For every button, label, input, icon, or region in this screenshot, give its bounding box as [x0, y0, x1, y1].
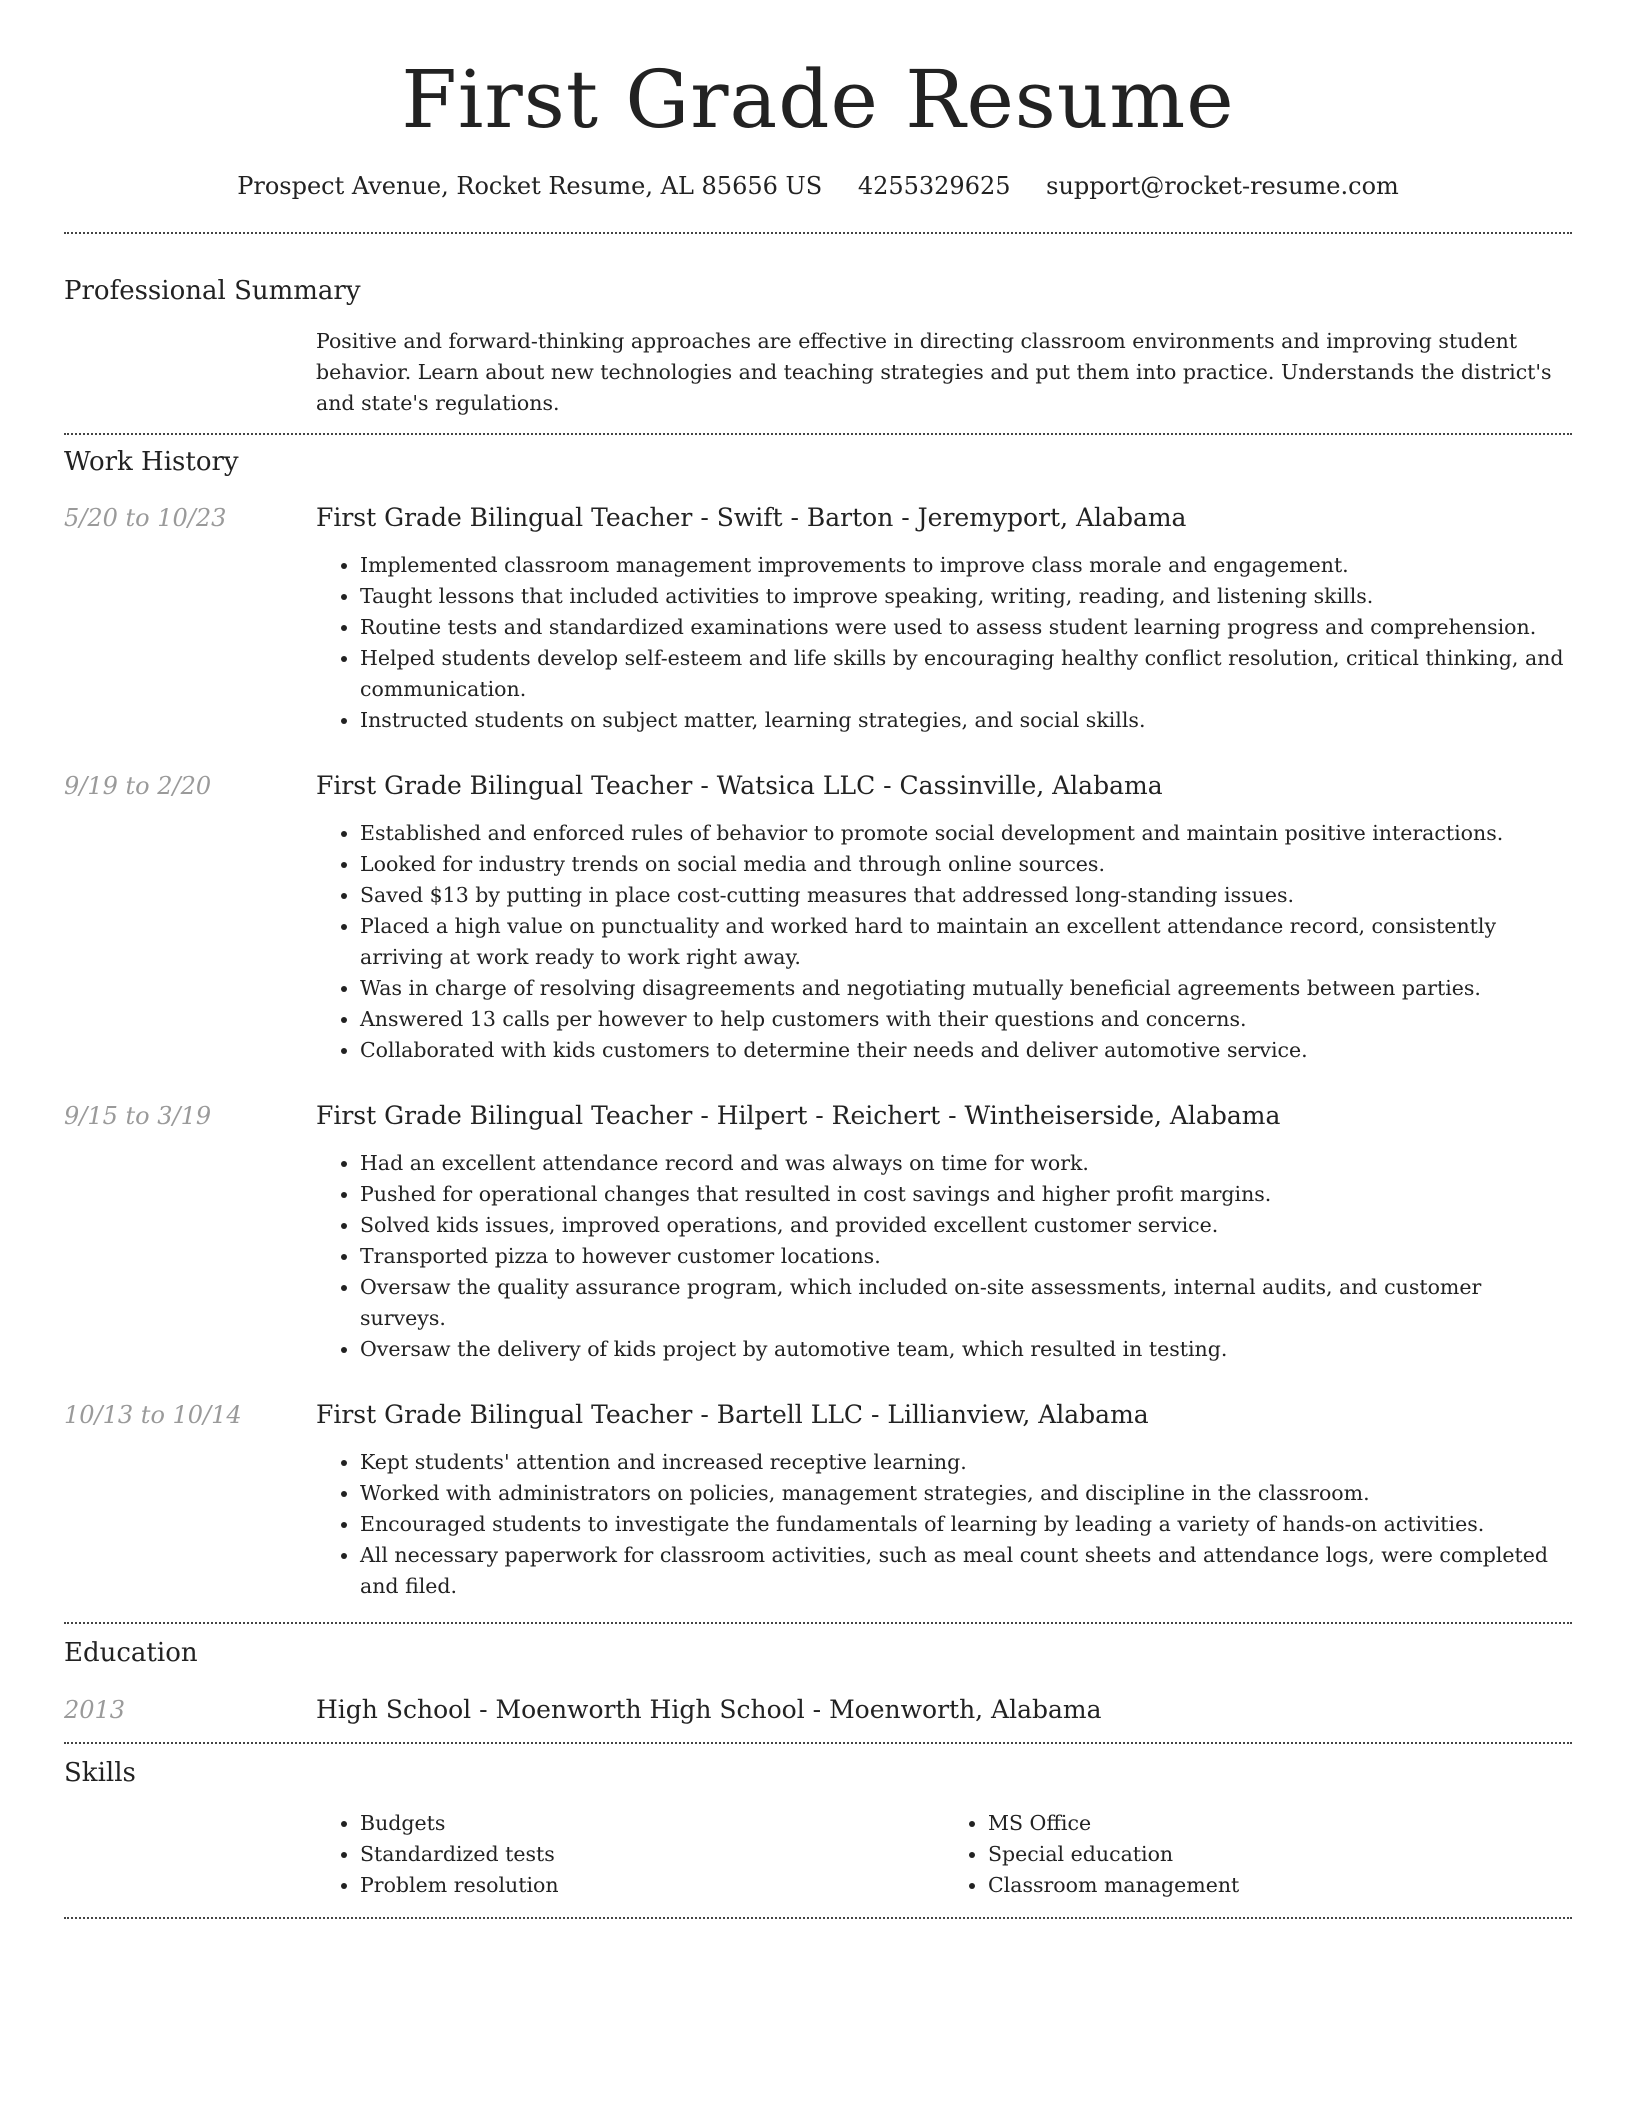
job-dates: 9/19 to 2/20: [64, 772, 212, 800]
education-entry: [64, 1694, 1572, 1726]
job-entry: [64, 1100, 1572, 1365]
skill-item: • Budgets: [360, 1808, 944, 1839]
summary-section-title: Professional Summary: [64, 276, 361, 306]
job-entry: [64, 1399, 1572, 1602]
skills-row: [64, 1808, 1572, 1901]
job-title: First Grade Bilingual Teacher - Swift - Barton - Jeremyport, Alabama: [316, 503, 1187, 532]
job-title: First Grade Bilingual Teacher - Watsica LLC - Cassinville, Alabama: [316, 771, 1163, 800]
job-bullet: • Saved $13 by putting in place cost-cutting measures that addressed long-standing issues.: [360, 880, 1572, 911]
job-bullet: • Was in charge of resolving disagreements and negotiating mutually beneficial agreements between parties.: [360, 973, 1572, 1004]
job-bullet: • Pushed for operational changes that resulted in cost savings and higher profit margins.: [360, 1179, 1572, 1210]
job-bullet: • Collaborated with kids customers to determine their needs and deliver automotive service.: [360, 1035, 1572, 1066]
job-details: [316, 502, 1572, 736]
job-dates: 9/15 to 3/19: [64, 1102, 212, 1130]
skills-spacer: [64, 1808, 316, 1901]
skills-list-right: [944, 1808, 1572, 1901]
skill-item: • Classroom management: [988, 1870, 1572, 1901]
job-bullet: • Transported pizza to however customer locations.: [360, 1241, 1572, 1272]
skill-item: • Standardized tests: [360, 1839, 944, 1870]
job-entry: [64, 770, 1572, 1066]
job-details: [316, 1100, 1572, 1365]
section-divider: [64, 1742, 1572, 1744]
job-bullet: • Helped students develop self-esteem and life skills by encouraging healthy conflict resolution, critical thinking, and communication.: [360, 643, 1572, 705]
job-dates: 5/20 to 10/23: [64, 504, 227, 532]
contact-address: Prospect Avenue, Rocket Resume, AL 85656 US: [237, 172, 823, 200]
job-bullets: [316, 550, 1572, 736]
job-entry: [64, 502, 1572, 736]
job-bullet: • Had an excellent attendance record and was always on time for work.: [360, 1148, 1572, 1179]
job-bullets: [316, 818, 1572, 1066]
education-title: High School - Moenworth High School - Moenworth, Alabama: [316, 1695, 1102, 1724]
skill-item: • Special education: [988, 1839, 1572, 1870]
job-bullet: • Established and enforced rules of behavior to promote social development and maintain positive interactions.: [360, 818, 1572, 849]
education-section-title: Education: [64, 1638, 198, 1668]
job-bullet: • All necessary paperwork for classroom activities, such as meal count sheets and attendance logs, were completed and filed.: [360, 1540, 1572, 1602]
job-bullet: • Solved kids issues, improved operations, and provided excellent customer service.: [360, 1210, 1572, 1241]
job-bullet: • Placed a high value on punctuality and worked hard to maintain an excellent attendance record, consistently arriving at work ready to work right away.: [360, 911, 1572, 973]
job-title: First Grade Bilingual Teacher - Hilpert - Reichert - Wintheiserside, Alabama: [316, 1101, 1281, 1130]
job-bullet: • Encouraged students to investigate the fundamentals of learning by leading a variety of hands-on activities.: [360, 1509, 1572, 1540]
job-bullet: • Instructed students on subject matter, learning strategies, and social skills.: [360, 705, 1572, 736]
summary-text: Positive and forward-thinking approaches are effective in directing classroom environments and improving student behavior. Learn about new technologies and teaching strategies and put them into practice. Understands the district's and state's regulations.: [316, 329, 1552, 415]
skill-item: • MS Office: [988, 1808, 1572, 1839]
job-title: First Grade Bilingual Teacher - Bartell LLC - Lillianview, Alabama: [316, 1400, 1149, 1429]
job-bullet: • Implemented classroom management improvements to improve class morale and engagement.: [360, 550, 1572, 581]
job-bullet: • Routine tests and standardized examinations were used to assess student learning progress and comprehension.: [360, 612, 1572, 643]
skills-list-left: [316, 1808, 944, 1901]
section-divider: [64, 1917, 1572, 1919]
job-details: [316, 770, 1572, 1066]
job-bullet: • Answered 13 calls per however to help customers with their questions and concerns.: [360, 1004, 1572, 1035]
job-bullet: • Taught lessons that included activities to improve speaking, writing, reading, and listening skills.: [360, 581, 1572, 612]
contact-phone: 4255329625: [857, 172, 1011, 200]
section-divider: [64, 1622, 1572, 1624]
job-bullet: • Oversaw the quality assurance program, which included on-site assessments, internal audits, and customer surveys.: [360, 1272, 1572, 1334]
section-divider: [64, 232, 1572, 234]
contact-email: support@rocket-resume.com: [1046, 172, 1399, 200]
job-bullet: • Kept students' attention and increased receptive learning.: [360, 1447, 1572, 1478]
skill-item: • Problem resolution: [360, 1870, 944, 1901]
summary-row: [64, 326, 1572, 419]
job-bullets: [316, 1148, 1572, 1365]
work-history-section-title: Work History: [64, 447, 239, 477]
education-year: 2013: [64, 1696, 126, 1724]
resume-title: First Grade Resume: [401, 53, 1235, 146]
summary-spacer: [64, 326, 316, 419]
skills-lists: [316, 1808, 1572, 1901]
job-bullet: • Looked for industry trends on social media and through online sources.: [360, 849, 1572, 880]
resume-page: [64, 0, 1572, 1919]
job-bullet: • Worked with administrators on policies, management strategies, and discipline in the classroom.: [360, 1478, 1572, 1509]
skills-section-title: Skills: [64, 1758, 136, 1788]
job-details: [316, 1399, 1572, 1602]
job-dates: 10/13 to 10/14: [64, 1401, 242, 1429]
skills-grid: [316, 1808, 1572, 1901]
job-bullet: • Oversaw the delivery of kids project by automotive team, which resulted in testing.: [360, 1334, 1572, 1365]
section-divider: [64, 433, 1572, 435]
contact-line: [64, 170, 1572, 202]
job-bullets: [316, 1447, 1572, 1602]
